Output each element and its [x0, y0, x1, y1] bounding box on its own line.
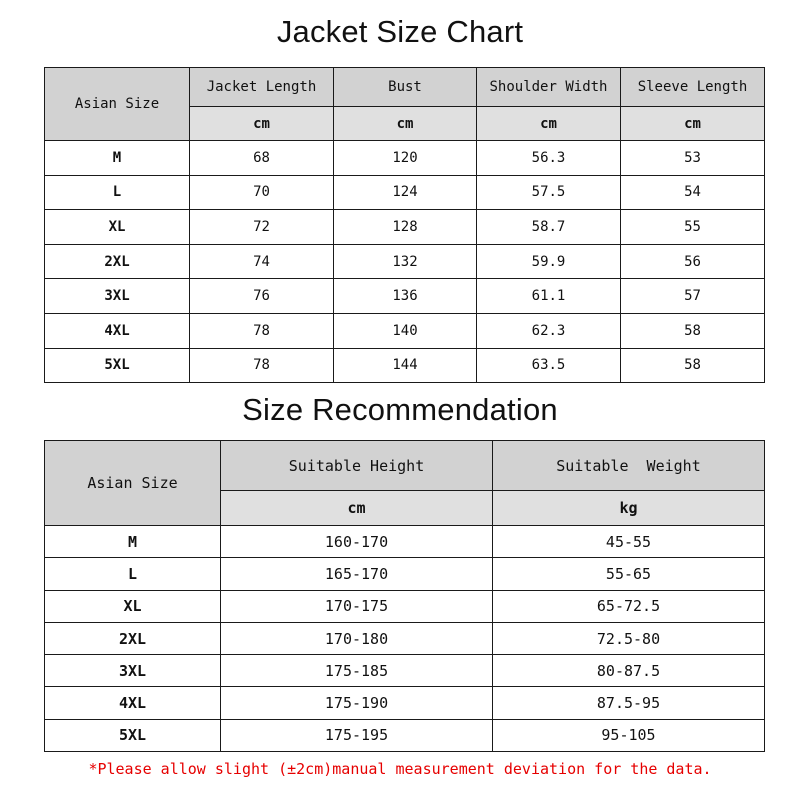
value-cell: 65-72.5 — [493, 590, 765, 622]
table-row — [45, 279, 765, 314]
table-row — [45, 719, 765, 751]
value-cell: 120 — [334, 141, 477, 176]
table-row — [45, 141, 765, 176]
size-header-cell: Asian Size — [45, 441, 221, 526]
size-cell: XL — [45, 590, 221, 622]
value-cell: 78 — [190, 348, 334, 383]
column-header-shoulder-width: Shoulder Width — [477, 68, 621, 107]
value-cell: 59.9 — [477, 244, 621, 279]
column-header-bust: Bust — [334, 68, 477, 107]
size-recommendation-table — [44, 440, 765, 752]
value-cell: 63.5 — [477, 348, 621, 383]
value-cell: 78 — [190, 313, 334, 348]
value-cell: 74 — [190, 244, 334, 279]
size-cell: L — [45, 175, 190, 210]
value-cell: 62.3 — [477, 313, 621, 348]
size-cell: 5XL — [45, 348, 190, 383]
value-cell: 58 — [621, 348, 765, 383]
size-cell: 4XL — [45, 687, 221, 719]
table-row — [45, 526, 765, 558]
column-header-suitable-weight: Suitable Weight — [493, 441, 765, 491]
table-row — [45, 590, 765, 622]
value-cell: 70 — [190, 175, 334, 210]
size-cell: M — [45, 526, 221, 558]
value-cell: 175-185 — [221, 655, 493, 687]
size-cell: L — [45, 558, 221, 590]
value-cell: 87.5-95 — [493, 687, 765, 719]
value-cell: 56 — [621, 244, 765, 279]
value-cell: 175-190 — [221, 687, 493, 719]
value-cell: 170-180 — [221, 622, 493, 654]
size-chart-title: Jacket Size Chart — [276, 14, 524, 49]
value-cell: 175-195 — [221, 719, 493, 751]
size-cell: M — [45, 141, 190, 176]
value-cell: 170-175 — [221, 590, 493, 622]
value-cell: 57 — [621, 279, 765, 314]
unit-cell: cm — [477, 107, 621, 141]
value-cell: 58.7 — [477, 210, 621, 245]
size-cell: 5XL — [45, 719, 221, 751]
table-row — [45, 175, 765, 210]
unit-cell: cm — [621, 107, 765, 141]
value-cell: 56.3 — [477, 141, 621, 176]
value-cell: 144 — [334, 348, 477, 383]
value-cell: 53 — [621, 141, 765, 176]
recommendation-header-row — [45, 441, 765, 491]
table-row — [45, 655, 765, 687]
value-cell: 55-65 — [493, 558, 765, 590]
size-cell: 3XL — [45, 655, 221, 687]
value-cell: 76 — [190, 279, 334, 314]
value-cell: 55 — [621, 210, 765, 245]
unit-cell: cm — [334, 107, 477, 141]
table-row — [45, 687, 765, 719]
value-cell: 45-55 — [493, 526, 765, 558]
value-cell: 54 — [621, 175, 765, 210]
size-cell: 2XL — [45, 622, 221, 654]
unit-cell: cm — [190, 107, 334, 141]
column-header-suitable-height: Suitable Height — [221, 441, 493, 491]
table-row — [45, 210, 765, 245]
table-row — [45, 348, 765, 383]
column-header-sleeve-length: Sleeve Length — [621, 68, 765, 107]
value-cell: 140 — [334, 313, 477, 348]
value-cell: 72 — [190, 210, 334, 245]
value-cell: 58 — [621, 313, 765, 348]
value-cell: 68 — [190, 141, 334, 176]
value-cell: 124 — [334, 175, 477, 210]
value-cell: 136 — [334, 279, 477, 314]
size-cell: XL — [45, 210, 190, 245]
value-cell: 132 — [334, 244, 477, 279]
value-cell: 72.5-80 — [493, 622, 765, 654]
value-cell: 128 — [334, 210, 477, 245]
size-cell: 4XL — [45, 313, 190, 348]
size-chart-table — [44, 67, 765, 383]
column-header-jacket-length: Jacket Length — [190, 68, 334, 107]
unit-cell: kg — [493, 491, 765, 526]
value-cell: 160-170 — [221, 526, 493, 558]
size-recommendation-title: Size Recommendation — [242, 392, 558, 427]
size-cell: 2XL — [45, 244, 190, 279]
table-row — [45, 313, 765, 348]
size-header-cell: Asian Size — [45, 68, 190, 141]
value-cell: 61.1 — [477, 279, 621, 314]
unit-cell: cm — [221, 491, 493, 526]
size-chart-header-row — [45, 68, 765, 107]
value-cell: 165-170 — [221, 558, 493, 590]
table-row — [45, 558, 765, 590]
value-cell: 95-105 — [493, 719, 765, 751]
value-cell: 57.5 — [477, 175, 621, 210]
value-cell: 80-87.5 — [493, 655, 765, 687]
measurement-deviation-note: *Please allow slight (±2cm)manual measurement deviation for the data. — [88, 760, 712, 778]
size-cell: 3XL — [45, 279, 190, 314]
table-row — [45, 622, 765, 654]
table-row — [45, 244, 765, 279]
